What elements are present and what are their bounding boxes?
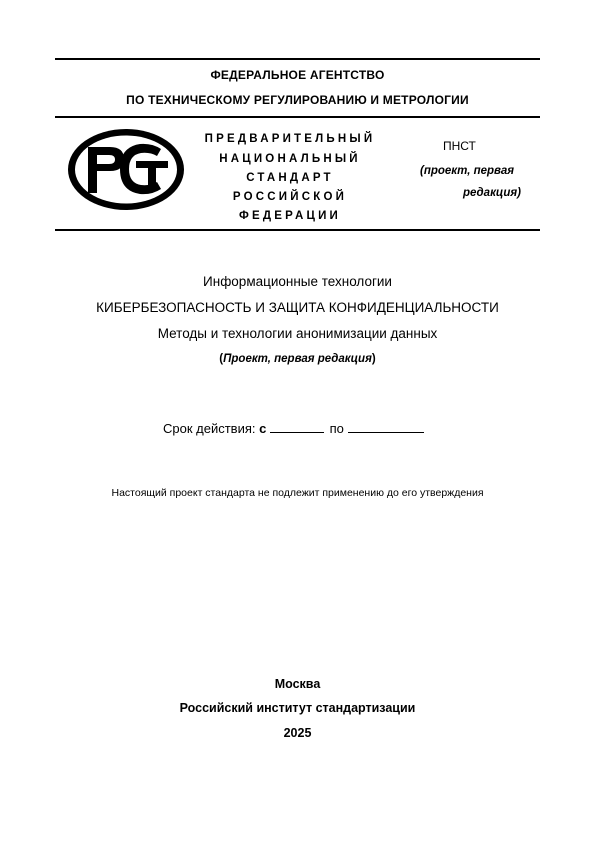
designation-draft-note-line1: (проект, первая [420,165,514,177]
publication-year: 2025 [283,726,312,740]
document-subject: Информационные технологии [203,274,392,289]
validity-from-label: с [259,421,267,436]
agency-name-line2: ПО ТЕХНИЧЕСКОМУ РЕГУЛИРОВАНИЮ И МЕТРОЛОГИИ [126,93,469,107]
designation-draft-note-line2: редакция) [463,187,521,199]
standard-type-line: СТАНДАРТ [246,172,334,184]
validity-to-blank [348,421,424,433]
agency-rule [55,116,540,118]
validity-from-blank [270,421,324,433]
agency-name-line1: ФЕДЕРАЛЬНОЕ АГЕНТСТВО [210,68,385,82]
validity-to-label: по [329,421,344,436]
standard-type-line: ФЕДЕРАЦИИ [238,210,342,222]
draft-paren-close: ) [371,353,376,365]
draft-edition-label [30,353,565,365]
publication-city: Москва [274,677,321,691]
document-subtitle: Методы и технологии анонимизации данных [157,326,438,341]
draft-edition-text: Проект, первая редакция [223,353,372,365]
draft-paren-open: ( [219,353,224,365]
standard-type-line: ПРЕДВАРИТЕЛЬНЫЙ [204,133,376,145]
validity-period [163,421,424,436]
top-rule [55,58,540,60]
approval-notice: Настоящий проект стандарта не подлежит применению до его утверждения [111,487,484,499]
document-title: КИБЕРБЕЗОПАСНОСТЬ И ЗАЩИТА КОНФИДЕНЦИАЛЬНОСТИ [96,300,499,315]
gost-r-logo-icon [66,127,186,212]
validity-label: Срок действия: [163,421,256,436]
header-bottom-rule [55,229,540,231]
standard-designation: ПНСТ [443,139,476,153]
standard-type-line: НАЦИОНАЛЬНЫЙ [219,153,361,165]
publisher-name: Российский институт стандартизации [179,701,416,715]
standard-type-line: РОССИЙСКОЙ [232,191,348,203]
